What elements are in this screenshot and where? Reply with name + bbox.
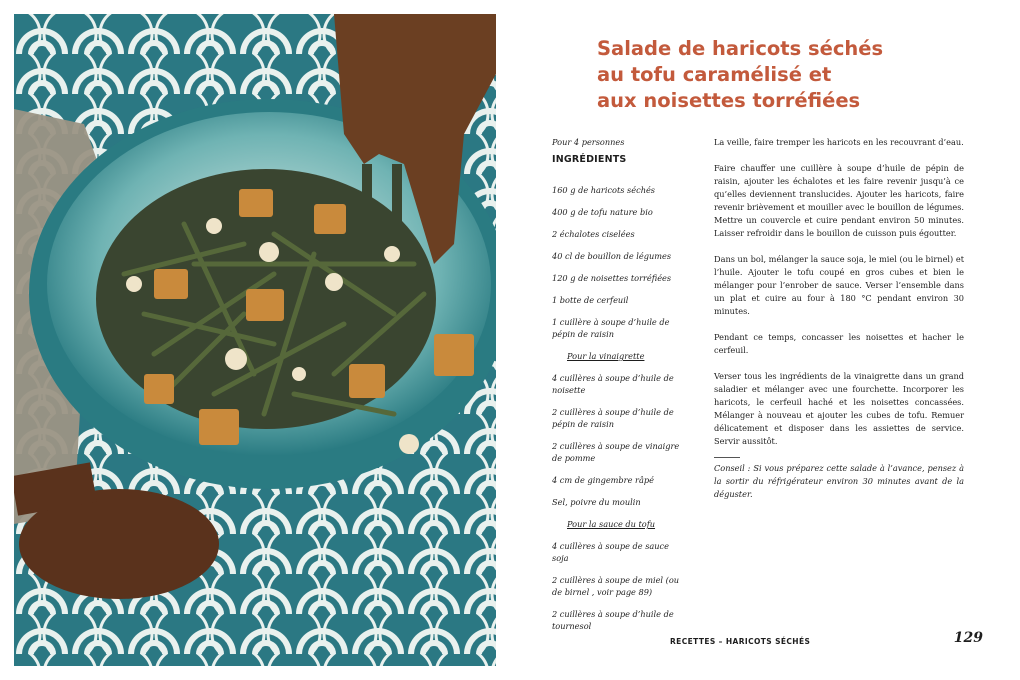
step-paragraph: Dans un bol, mélanger la sauce soja, le miel (ou le birnel) et l’huile. Ajouter le tofu coupé en gros cubes et bien le mélanger pour l’enrober de sauce. Verser l’ensemble dans un plat et cuire au four à 180 °C pendant environ 30 minutes. — [714, 254, 964, 316]
vinaigrette-heading: Pour la vinaigrette — [567, 351, 645, 361]
tip-divider — [714, 457, 740, 458]
ingredient-item: 40 cl de bouillon de légumes — [552, 251, 672, 261]
salad-bowl-illustration — [14, 14, 496, 666]
step-paragraph: Verser tous les ingrédients de la vinaigrette dans un grand saladier et mélanger avec une fourchette. Incorporer les haricots, le cerfeuil haché et les noisettes concassées. Mélanger à nouveau et ajouter les cubes de tofu. Remuer délicatement et disposer dans les assiettes de service. Servir aussitôt. — [714, 371, 964, 446]
step-paragraph: Faire chauffer une cuillère à soupe d’huile de pépin de raisin, ajouter les échalotes et les faire revenir jusqu’à ce qu’elles deviennent translucides. Ajouter les haricots, faire revenir brièvement et mouiller avec le bouillon de légumes. Mettre un couvercle et cuire pendant environ 50 minutes. Laisser refroidir dans le bouillon de cuisson puis égoutter. — [714, 163, 964, 238]
ingredients-column — [552, 136, 687, 642]
ingredient-item: 160 g de haricots séchés — [552, 185, 656, 195]
step-paragraph: Pendant ce temps, concasser les noisettes et hacher le cerfeuil. — [714, 332, 964, 355]
ingredient-item: 400 g de tofu nature bio — [552, 207, 653, 217]
vinaigrette-list — [552, 372, 687, 508]
ingredient-item: 2 échalotes ciselées — [552, 229, 635, 239]
tofu-sauce-item: 2 cuillères à soupe d’huile de tournesol — [552, 609, 674, 631]
vinaigrette-item: 4 cm de gingembre râpé — [552, 475, 654, 485]
ingredient-item: 1 cuillère à soupe d’huile de pépin de raisin — [552, 317, 670, 339]
tofu-sauce-heading: Pour la sauce du tofu — [567, 519, 656, 529]
instructions — [714, 136, 964, 514]
title-line-3: aux noisettes torréfiées — [597, 89, 861, 112]
running-footer: RECETTES – HARICOTS SÉCHÉS — [670, 637, 811, 646]
tofu-sauce-item: 2 cuillères à soupe de miel (ou de birnel , voir page 89) — [552, 575, 680, 597]
tofu-sauce-list — [552, 540, 687, 632]
vinaigrette-item: Sel, poivre du moulin — [552, 497, 641, 507]
vinaigrette-item: 2 cuillères à soupe d’huile de pépin de raisin — [552, 407, 674, 429]
ingredient-item: 120 g de noisettes torréfiées — [552, 273, 672, 283]
ingredients-heading: INGRÉDIENTS — [552, 154, 627, 165]
title-line-2: au tofu caramélisé et — [597, 63, 832, 86]
title-line-1: Salade de haricots séchés — [597, 37, 884, 60]
servings: Pour 4 personnes — [552, 137, 625, 147]
vinaigrette-item: 2 cuillères à soupe de vinaigre de pomme — [552, 441, 680, 463]
vinaigrette-item: 4 cuillères à soupe d’huile de noisette — [552, 373, 674, 395]
step-paragraph: La veille, faire tremper les haricots en les recouvrant d’eau. — [714, 137, 964, 147]
ingredient-item: 1 botte de cerfeuil — [552, 295, 629, 305]
tofu-sauce-item: 4 cuillères à soupe de sauce soja — [552, 541, 669, 563]
tip-text: Conseil : Si vous préparez cette salade à l’avance, pensez à la sortir du réfrigérateur environ 30 minutes avant de la déguster. — [714, 463, 964, 499]
page-number: 129 — [953, 630, 983, 646]
recipe-photo — [14, 14, 496, 666]
ingredients-list — [552, 184, 687, 340]
recipe-title — [597, 36, 977, 114]
